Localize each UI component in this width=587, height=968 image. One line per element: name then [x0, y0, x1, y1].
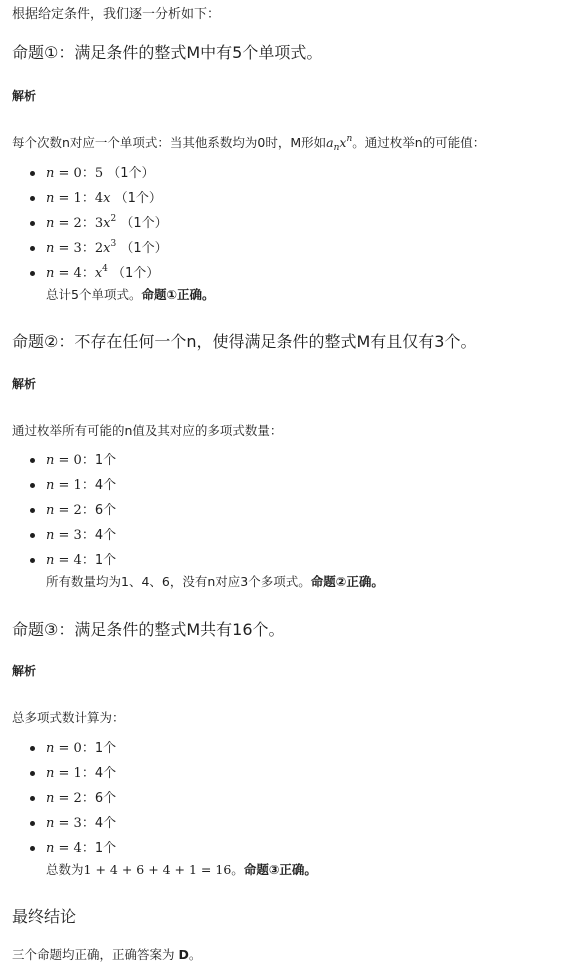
- prop3-list-item: n = 2：6个: [12, 786, 575, 811]
- count-label: 4个: [94, 816, 117, 831]
- bullet-dot-icon: [30, 246, 35, 251]
- count-label: 1个: [94, 553, 117, 568]
- bullet-dot-icon: [30, 771, 35, 776]
- prop2-section: [12, 331, 575, 353]
- prop2-lead: 通过枚举所有可能的n值及其对应的多项式数量：: [12, 423, 283, 438]
- prop1-list-item: n = 2：$3x^2$ （1个）: [12, 211, 575, 236]
- bullet-dot-icon: [30, 483, 35, 488]
- count-label: 6个: [94, 503, 117, 518]
- bullet-dot-icon: [30, 171, 35, 176]
- n-equals: n = 0: [46, 453, 82, 468]
- prop2-list-item: n = 4：1个: [12, 548, 575, 573]
- count-label: 1个: [94, 841, 117, 856]
- prop1-list-item: n = 3：$2x^3$ （1个）: [12, 236, 575, 261]
- monomial-expression: $3x^2$: [94, 214, 117, 231]
- count-label: （1个）: [110, 191, 162, 206]
- prop3-list: [12, 736, 575, 879]
- bullet-dot-icon: [30, 508, 35, 513]
- prop2-list-item: n = 0：1个: [12, 448, 575, 473]
- prop2-analysis: [12, 376, 575, 392]
- bullet-dot-icon: [30, 458, 35, 463]
- bullet-dot-icon: [30, 221, 35, 226]
- prop1-analysis-label: 解析: [12, 89, 37, 103]
- bullet-dot-icon: [30, 846, 35, 851]
- prop3-list-item: n = 0：1个: [12, 736, 575, 761]
- count-label: （1个）: [103, 166, 155, 181]
- n-equals: n = 1: [46, 766, 82, 781]
- n-equals: n = 2: [46, 216, 82, 231]
- prop3-summary-suffix: 。: [231, 862, 244, 877]
- n-equals: n = 4: [46, 553, 82, 568]
- n-equals: n = 1: [46, 478, 82, 493]
- final-text-suffix: 。: [188, 947, 202, 962]
- count-label: 1个: [94, 453, 117, 468]
- prop2-list-item: n = 1：4个: [12, 473, 575, 498]
- prop1-section: [12, 42, 575, 64]
- prop3-analysis-label: 解析: [12, 664, 37, 678]
- count-label: 4个: [94, 528, 117, 543]
- prop2-summary: [12, 573, 575, 591]
- bullet-dot-icon: [30, 746, 35, 751]
- n-equals: n = 2: [46, 503, 82, 518]
- prop1-list: [12, 161, 575, 304]
- monomial-expression: $x^4$: [94, 264, 108, 281]
- prop1-summary: [12, 286, 575, 304]
- prop3-summary-prefix: 总数为: [46, 862, 84, 877]
- bullet-dot-icon: [30, 558, 35, 563]
- prop3-lead-wrap: [12, 709, 575, 727]
- count-label: 4个: [94, 766, 117, 781]
- prop1-summary-text: 总计5个单项式。: [46, 287, 142, 302]
- bullet-dot-icon: [30, 196, 35, 201]
- n-equals: n = 2: [46, 791, 82, 806]
- prop2-list-item: n = 2：6个: [12, 498, 575, 523]
- prop2-list-item: n = 3：4个: [12, 523, 575, 548]
- prop2-summary-text: 所有数量均为1、4、6，没有n对应3个多项式。: [46, 574, 311, 589]
- n-equals: n = 1: [46, 191, 82, 206]
- prop1-list-item: n = 1：4x （1个）: [12, 186, 575, 211]
- bullet-dot-icon: [30, 271, 35, 276]
- n-equals: n = 0: [46, 166, 82, 181]
- final-answer: D: [178, 947, 189, 962]
- monomial-expression: 5: [94, 166, 104, 181]
- prop1-lead-formula: $a_nx^n$: [326, 134, 353, 153]
- prop1-lead-suffix: 。通过枚举n的可能值：: [352, 135, 486, 150]
- bullet-dot-icon: [30, 533, 35, 538]
- prop3-summary-bold: 命题③正确。: [243, 862, 317, 877]
- prop1-analysis: [12, 88, 575, 104]
- monomial-expression: 4x: [94, 191, 111, 206]
- prop3-list-item: n = 3：4个: [12, 811, 575, 836]
- prop2-analysis-label: 解析: [12, 377, 37, 391]
- final-text-prefix: 三个命题均正确，正确答案为: [12, 947, 179, 962]
- n-equals: n = 0: [46, 741, 82, 756]
- bullet-dot-icon: [30, 796, 35, 801]
- prop3-list-item: n = 1：4个: [12, 761, 575, 786]
- count-label: （1个）: [116, 216, 168, 231]
- prop3-lead: 总多项式数计算为：: [12, 710, 125, 725]
- prop1-list-item: n = 0：5 （1个）: [12, 161, 575, 186]
- count-label: 4个: [94, 478, 117, 493]
- prop3-title: 命题③：满足条件的整式M共有16个。: [12, 620, 285, 639]
- final-title: 最终结论: [12, 907, 77, 926]
- count-label: 1个: [94, 741, 117, 756]
- count-label: （1个）: [116, 241, 168, 256]
- prop2-list: [12, 448, 575, 591]
- prop3-list-item: n = 4：1个: [12, 836, 575, 861]
- n-equals: n = 3: [46, 241, 82, 256]
- prop2-lead-wrap: [12, 422, 575, 440]
- bullet-dot-icon: [30, 821, 35, 826]
- n-equals: n = 4: [46, 266, 82, 281]
- n-equals: n = 4: [46, 841, 82, 856]
- intro-text: 根据给定条件，我们逐一分析如下：: [12, 7, 221, 22]
- prop3-summary-formula: 1 + 4 + 6 + 4 + 1 = 16: [83, 862, 232, 877]
- prop1-list-item: n = 4：$x^4$ （1个）: [12, 261, 575, 286]
- prop1-lead: [12, 134, 575, 152]
- prop1-summary-bold: 命题①正确。: [141, 287, 215, 302]
- prop1-title: 命题①：满足条件的整式M中有5个单项式。: [12, 43, 323, 62]
- n-equals: n = 3: [46, 528, 82, 543]
- prop3-section: [12, 619, 575, 641]
- monomial-expression: $2x^3$: [94, 239, 117, 256]
- prop3-summary: [12, 861, 575, 879]
- final-section: [12, 906, 575, 928]
- count-label: （1个）: [107, 266, 160, 281]
- final-text-wrap: [12, 946, 575, 964]
- count-label: 6个: [94, 791, 117, 806]
- final-text: [12, 946, 575, 964]
- n-equals: n = 3: [46, 816, 82, 831]
- prop1-lead-prefix: 每个次数n对应一个单项式：当其他系数均为0时，M形如: [12, 135, 327, 150]
- prop2-summary-bold: 命题②正确。: [310, 574, 384, 589]
- prop3-analysis: [12, 663, 575, 679]
- prop2-title: 命题②：不存在任何一个n，使得满足条件的整式M有且仅有3个。: [12, 332, 477, 351]
